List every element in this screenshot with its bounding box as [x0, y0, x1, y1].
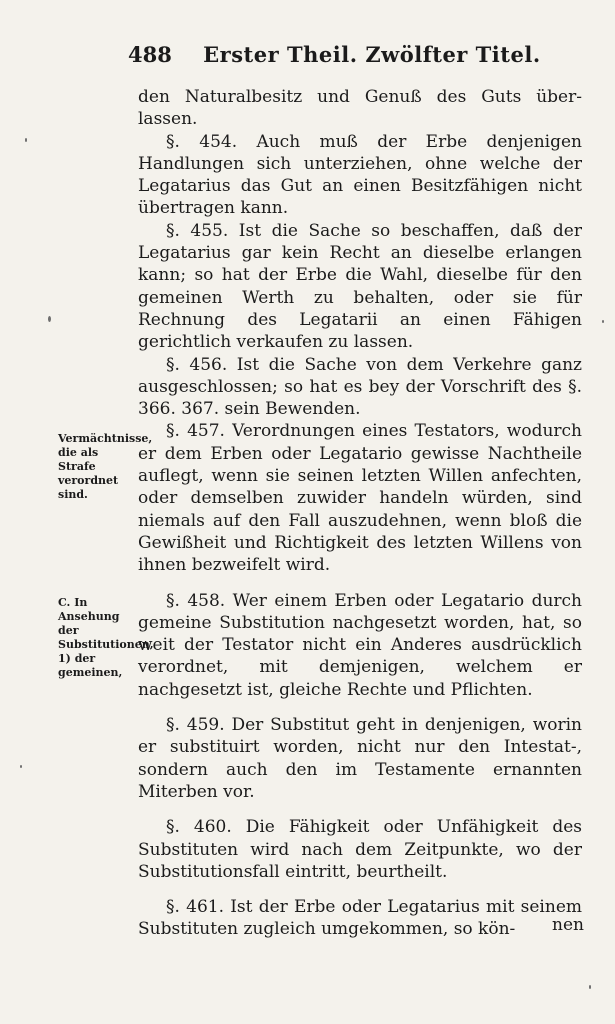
paper-speck [48, 316, 51, 322]
paragraph: §. 455. Ist die Sache so beschaffen, daß der Legatarius gar kein Recht an dieselbe erlangen kann; so hat der Erbe die Wahl, dieselbe für den gemeinen Werth zu behalten, oder sie für Rechnung des Legatarii an einen Fähigen gerichtlich verkaufen zu lassen. [138, 220, 582, 353]
paragraph: §. 456. Ist die Sache von dem Verkehre ganz ausgeschlossen; so hat es bey der Vorschrift des §. 366. 367. sein Bewenden. [138, 354, 582, 420]
paragraph: §. 457. Verordnungen eines Testators, wodurch er dem Erben oder Legatario gewisse Nachtheile auflegt, wenn sie seinen letzten Willen anfechten, oder demselben zuwider handeln würden, sind niemals auf den Fall auszudehnen, wenn bloß die Gewißheit und Richtigkeit des letzten Willens von ihnen bezweifelt wird. [138, 421, 582, 576]
body-text [138, 86, 582, 941]
paper-speck [602, 320, 604, 323]
page-number: 488 [128, 42, 172, 67]
paragraph: §. 460. Die Fähigkeit oder Unfähigkeit des Substituten wird nach dem Zeitpunkte, wo der Substitutionsfall eintritt, beurtheilt. [138, 817, 582, 882]
running-header [128, 42, 541, 67]
paragraph: §. 459. Der Substitut geht in denjenigen, worin er substituirt worden, nicht nur den Intestat-, sondern auch den im Testamente ernannten Miterben vor. [138, 715, 582, 802]
paragraph: §. 458. Wer einem Erben oder Legatario durch gemeine Substitution nachgesetzt worden, hat, so weit der Testator nicht ein Anderes ausdrücklich verordnet, mit demjenigen, welchem er nachgesetzt ist, gleiche Rechte und Pflichten. [138, 590, 582, 700]
header-title: Erster Theil. Zwölfter Titel. [203, 42, 541, 67]
paragraph: §. 454. Auch muß der Erbe denjenigen Handlungen sich unterziehen, ohne welche der Legatarius das Gut an einen Besitzfähigen nicht übertragen kann. [138, 131, 582, 219]
paper-speck [589, 985, 591, 989]
paper-speck [25, 138, 27, 142]
paragraph: §. 461. Ist der Erbe oder Legatarius mit seinem Substituten zugleich umgekommen, so kön- [138, 897, 582, 940]
margin-note: Vermächtnisse, die als Strafe verordnet sind. [58, 432, 153, 501]
paper-speck [20, 765, 22, 768]
margin-note: C. In Ansehung der Substitutionen, 1) der gemeinen, [58, 596, 154, 679]
catchword: nen [552, 915, 584, 935]
paragraph: den Naturalbesitz und Genuß des Guts über-lassen. [138, 87, 582, 130]
